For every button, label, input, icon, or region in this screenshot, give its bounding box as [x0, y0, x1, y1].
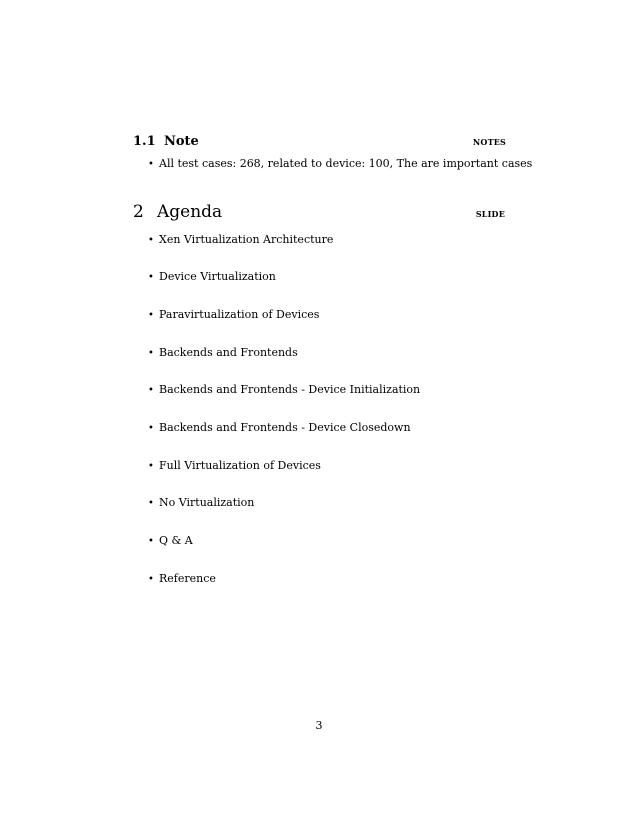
- agenda-list-item: [148, 534, 193, 547]
- notes-section-heading: [133, 134, 505, 149]
- bullet-icon: •: [148, 235, 154, 246]
- bullet-icon: •: [148, 498, 154, 509]
- agenda-list-item-text: Full Virtualization of Devices: [159, 459, 321, 472]
- agenda-list-item-text: No Virtualization: [159, 496, 255, 509]
- bullet-icon: •: [148, 536, 154, 547]
- agenda-list-item-text: Paravirtualization of Devices: [159, 308, 320, 321]
- agenda-list-item-text: Q & A: [159, 534, 193, 547]
- agenda-list-item-text: Backends and Frontends - Device Initialization: [159, 383, 421, 396]
- agenda-list-item: [148, 421, 411, 434]
- agenda-list-item: [148, 383, 420, 396]
- notes-section-tag: notes: [472, 134, 506, 148]
- bullet-icon: •: [148, 272, 154, 283]
- agenda-list-item-text: Device Virtualization: [159, 270, 276, 283]
- agenda-list-item: [148, 346, 298, 359]
- agenda-list-item-text: Backends and Frontends - Device Closedown: [159, 421, 411, 434]
- agenda-section-number: 2: [133, 202, 144, 222]
- bullet-icon: •: [148, 423, 154, 434]
- agenda-list-item: [148, 270, 276, 283]
- agenda-section-title: Agenda: [157, 202, 223, 222]
- page-number: 3: [315, 719, 323, 732]
- agenda-list-item: [148, 233, 333, 246]
- agenda-list-item-text: Xen Virtualization Architecture: [159, 233, 334, 246]
- agenda-list-item-text: Reference: [159, 572, 216, 585]
- agenda-list-item: [148, 496, 254, 509]
- bullet-icon: •: [148, 159, 154, 170]
- agenda-section-tag: slide: [475, 206, 505, 220]
- notes-list-item: [148, 157, 532, 170]
- bullet-icon: •: [148, 310, 154, 321]
- notes-section-number: 1.1: [133, 134, 156, 149]
- agenda-list-item-text: Backends and Frontends: [159, 346, 298, 359]
- bullet-icon: •: [148, 574, 154, 585]
- agenda-section-heading: [133, 202, 505, 222]
- bullet-icon: •: [148, 461, 154, 472]
- bullet-icon: •: [148, 385, 154, 396]
- notes-list-item-text: All test cases: 268, related to device: 100, The are important cases: [159, 157, 533, 170]
- bullet-icon: •: [148, 348, 154, 359]
- agenda-list-item: [148, 572, 216, 585]
- agenda-list-item: [148, 308, 319, 321]
- agenda-list-item: [148, 459, 321, 472]
- notes-section-title: Note: [164, 134, 199, 149]
